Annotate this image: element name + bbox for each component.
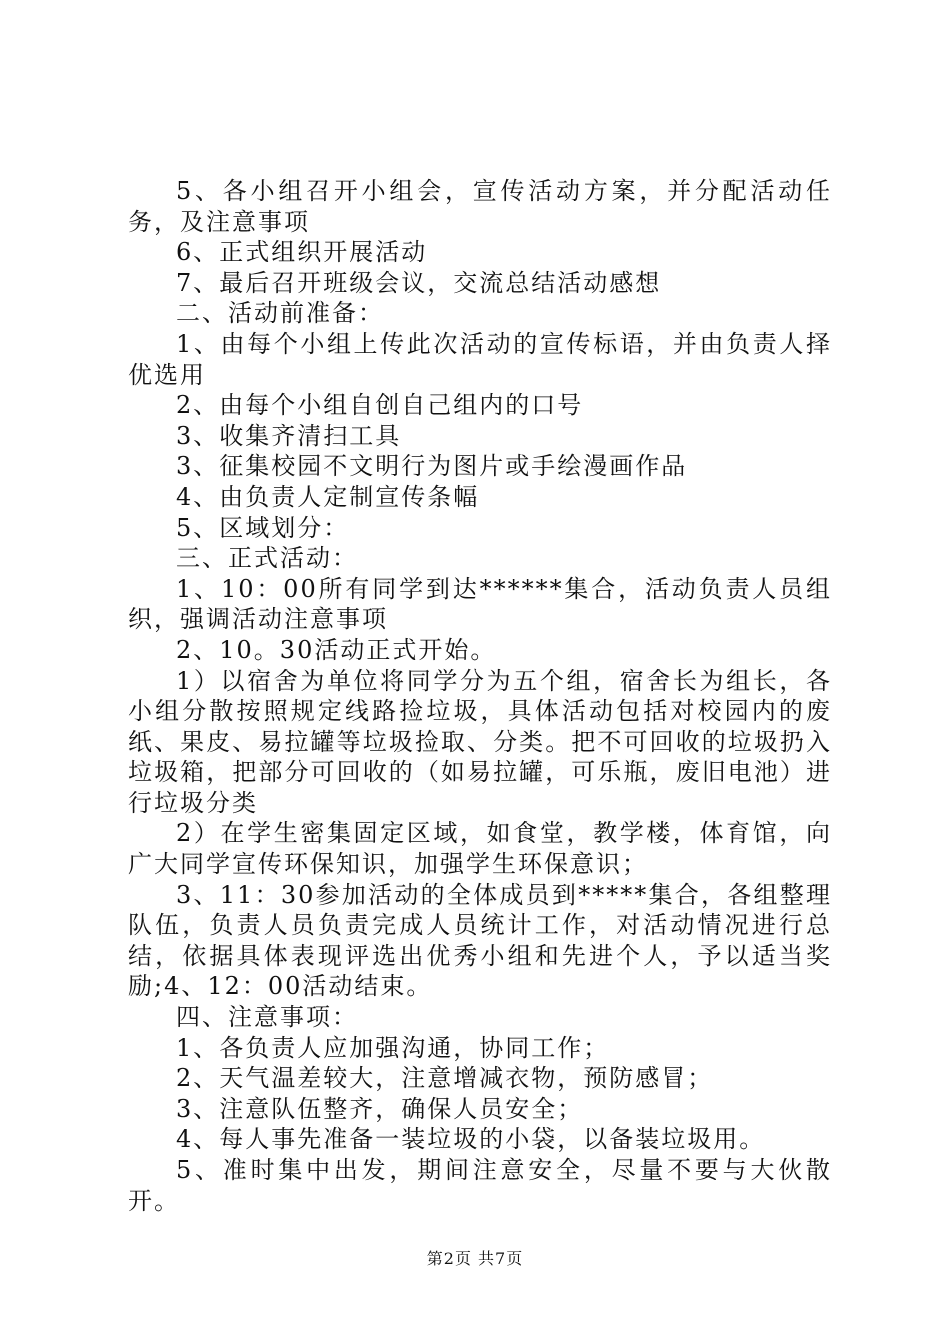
paragraph: 3、11：30参加活动的全体成员到*****集合，各组整理队伍，负责人员负责完成人员统计工作，对活动情况进行总结，依据具体表现评选出优秀小组和先进个人，予以适当奖励;4、12：00活动结束。 (128, 880, 832, 1001)
paragraph: 1）以宿舍为单位将同学分为五个组，宿舍长为组长，各小组分散按照规定线路捡垃圾，具体活动包括对校园内的废纸、果皮、易拉罐等垃圾捡取、分类。把不可回收的垃圾扔入垃圾箱，把部分可回收的（如易拉罐，可乐瓶，废旧电池）进行垃圾分类 (128, 666, 832, 817)
paragraph: 3、收集齐清扫工具 (176, 421, 402, 450)
paragraph: 2、天气温差较大，注意增减衣物，预防感冒； (176, 1064, 714, 1093)
page-number: 第2页 共7页 (426, 1249, 524, 1268)
paragraph: 2、由每个小组自创自己组内的口号 (176, 391, 584, 420)
paragraph: 2、10。30活动正式开始。 (176, 635, 497, 664)
paragraph: 4、每人事先准备一装垃圾的小袋，以备装垃圾用。 (176, 1125, 766, 1154)
section-heading: 二、活动前准备： (176, 299, 384, 328)
paragraph: 6、正式组织开展活动 (176, 238, 428, 267)
paragraph: 1、10：00所有同学到达******集合，活动负责人员组织，强调活动注意事项 (128, 574, 832, 634)
paragraph: 5、各小组召开小组会，宣传活动方案，并分配活动任务，及注意事项 (128, 177, 832, 236)
paragraph: 5、区域划分： (176, 513, 350, 542)
paragraph: 7、最后召开班级会议，交流总结活动感想 (176, 268, 662, 297)
paragraph: 4、由负责人定制宣传条幅 (176, 482, 480, 511)
paragraph: 3、注意队伍整齐，确保人员安全； (176, 1094, 584, 1123)
paragraph: 1、由每个小组上传此次活动的宣传标语，并由负责人择优选用 (128, 329, 832, 389)
section-heading: 四、注意事项： (176, 1003, 358, 1032)
document-body (128, 176, 832, 1216)
paragraph: 3、征集校园不文明行为图片或手绘漫画作品 (176, 452, 688, 481)
paragraph: 5、准时集中出发，期间注意安全，尽量不要与大伙散开。 (128, 1156, 832, 1215)
section-heading: 三、正式活动： (176, 544, 358, 573)
paragraph: 1、各负责人应加强沟通，协同工作； (176, 1033, 610, 1062)
paragraph: 2）在学生密集固定区域，如食堂，教学楼，体育馆，向广大同学宣传环保知识，加强学生环保意识； (128, 819, 832, 879)
